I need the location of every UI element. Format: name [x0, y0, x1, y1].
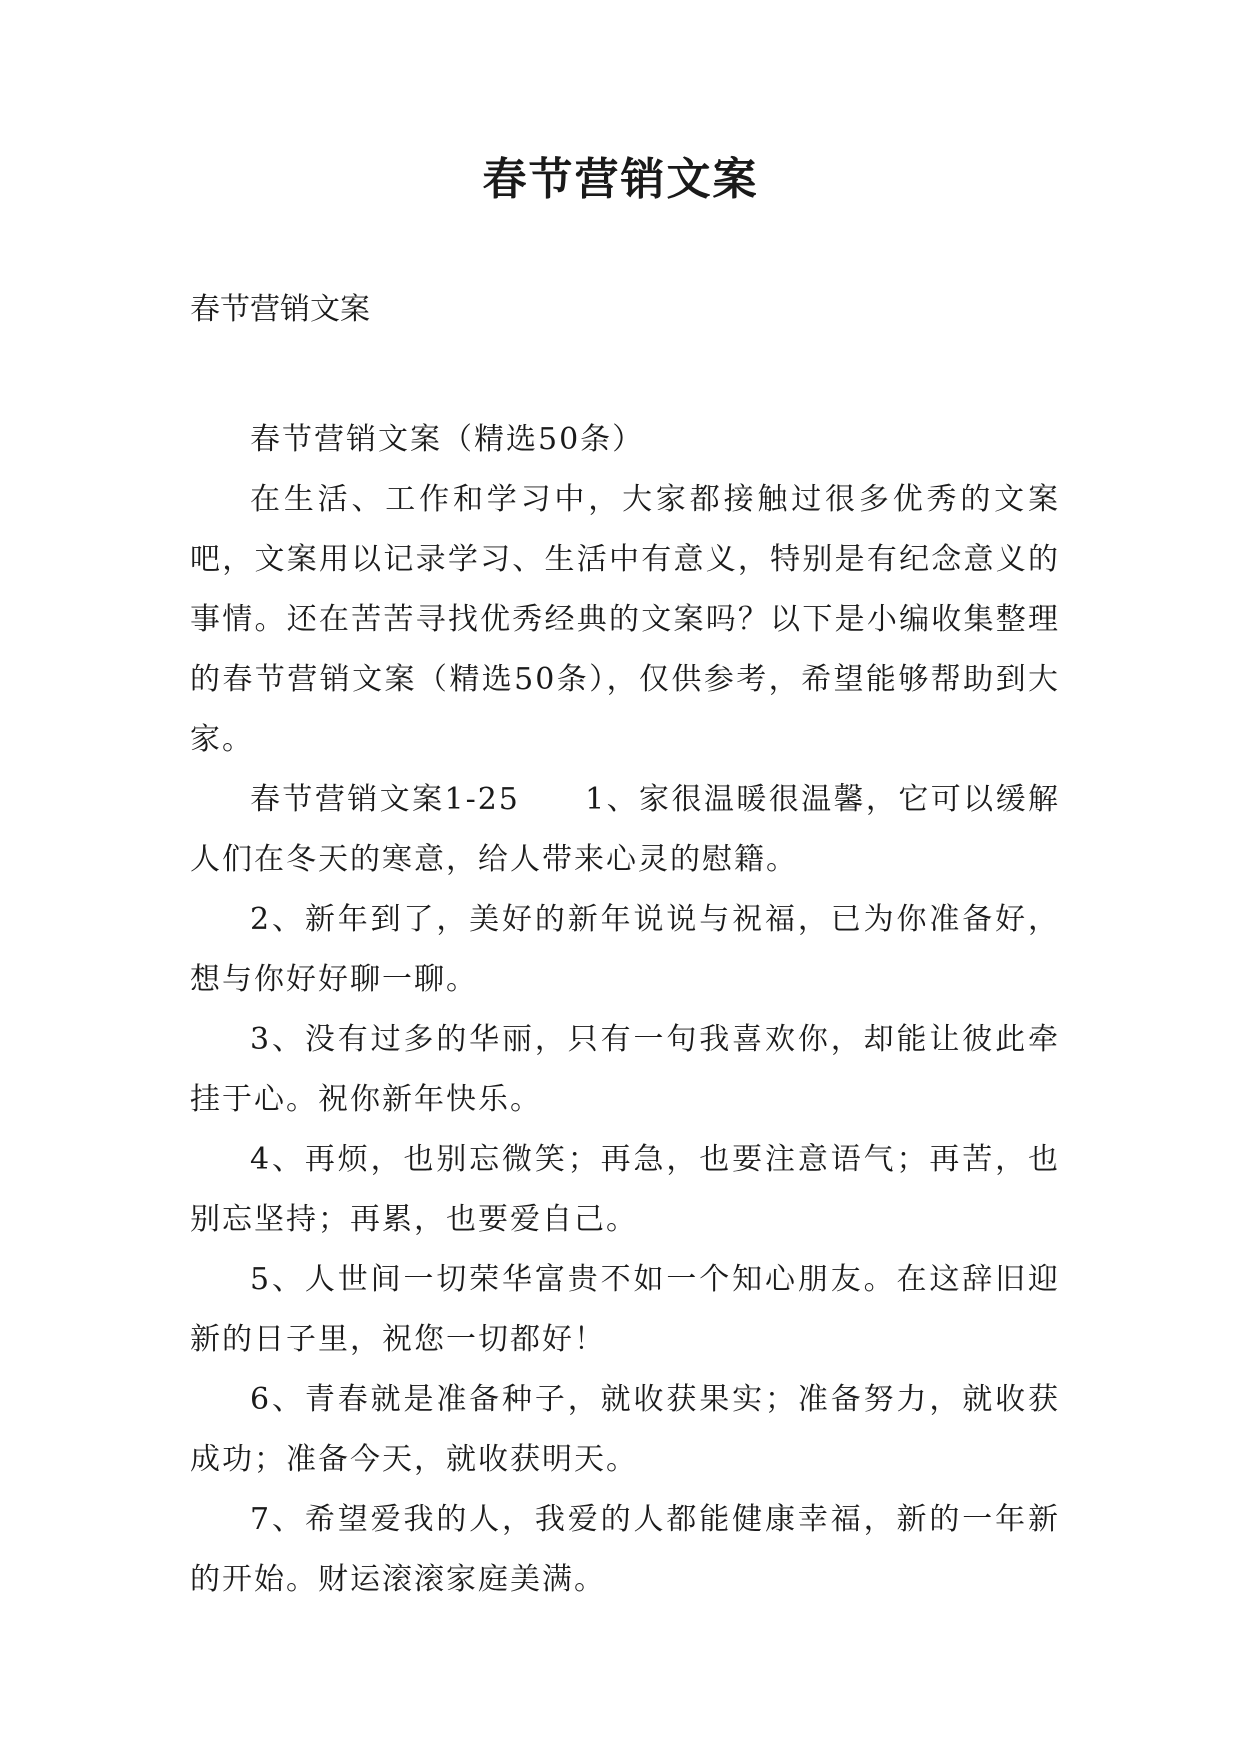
paragraph-heading: 春节营销文案（精选50条） — [250, 422, 645, 457]
paragraph-item-6: 6、青春就是准备种子，就收获果实；准备努力，就收获成功；准备今天，就收获明天。 — [190, 1382, 1060, 1477]
paragraph-item-4: 4、再烦，也别忘微笑；再急，也要注意语气；再苦，也别忘坚持；再累，也要爱自己。 — [190, 1142, 1060, 1237]
document-body — [190, 410, 1060, 1610]
paragraph-item-1: 春节营销文案1-25 1、家很温暖很温馨，它可以缓解人们在冬天的寒意，给人带来心灵的慰籍。 — [190, 782, 1060, 877]
paragraph-intro: 在生活、工作和学习中，大家都接触过很多优秀的文案吧，文案用以记录学习、生活中有意义，特别是有纪念意义的事情。还在苦苦寻找优秀经典的文案吗？以下是小编收集整理的春节营销文案（精选50条），仅供参考，希望能够帮助到大家。 — [190, 482, 1060, 757]
document-title: 春节营销文案 — [482, 154, 759, 205]
paragraph-item-5: 5、人世间一切荣华富贵不如一个知心朋友。在这辞旧迎新的日子里，祝您一切都好！ — [190, 1262, 1060, 1357]
paragraph-item-3: 3、没有过多的华丽，只有一句我喜欢你，却能让彼此牵挂于心。祝你新年快乐。 — [190, 1022, 1060, 1117]
paragraph-item-2: 2、新年到了，美好的新年说说与祝福，已为你准备好，想与你好好聊一聊。 — [190, 902, 1060, 997]
paragraph-item-7: 7、希望爱我的人，我爱的人都能健康幸福，新的一年新的开始。财运滚滚家庭美满。 — [190, 1502, 1060, 1597]
document-subtitle: 春节营销文案 — [190, 292, 370, 327]
